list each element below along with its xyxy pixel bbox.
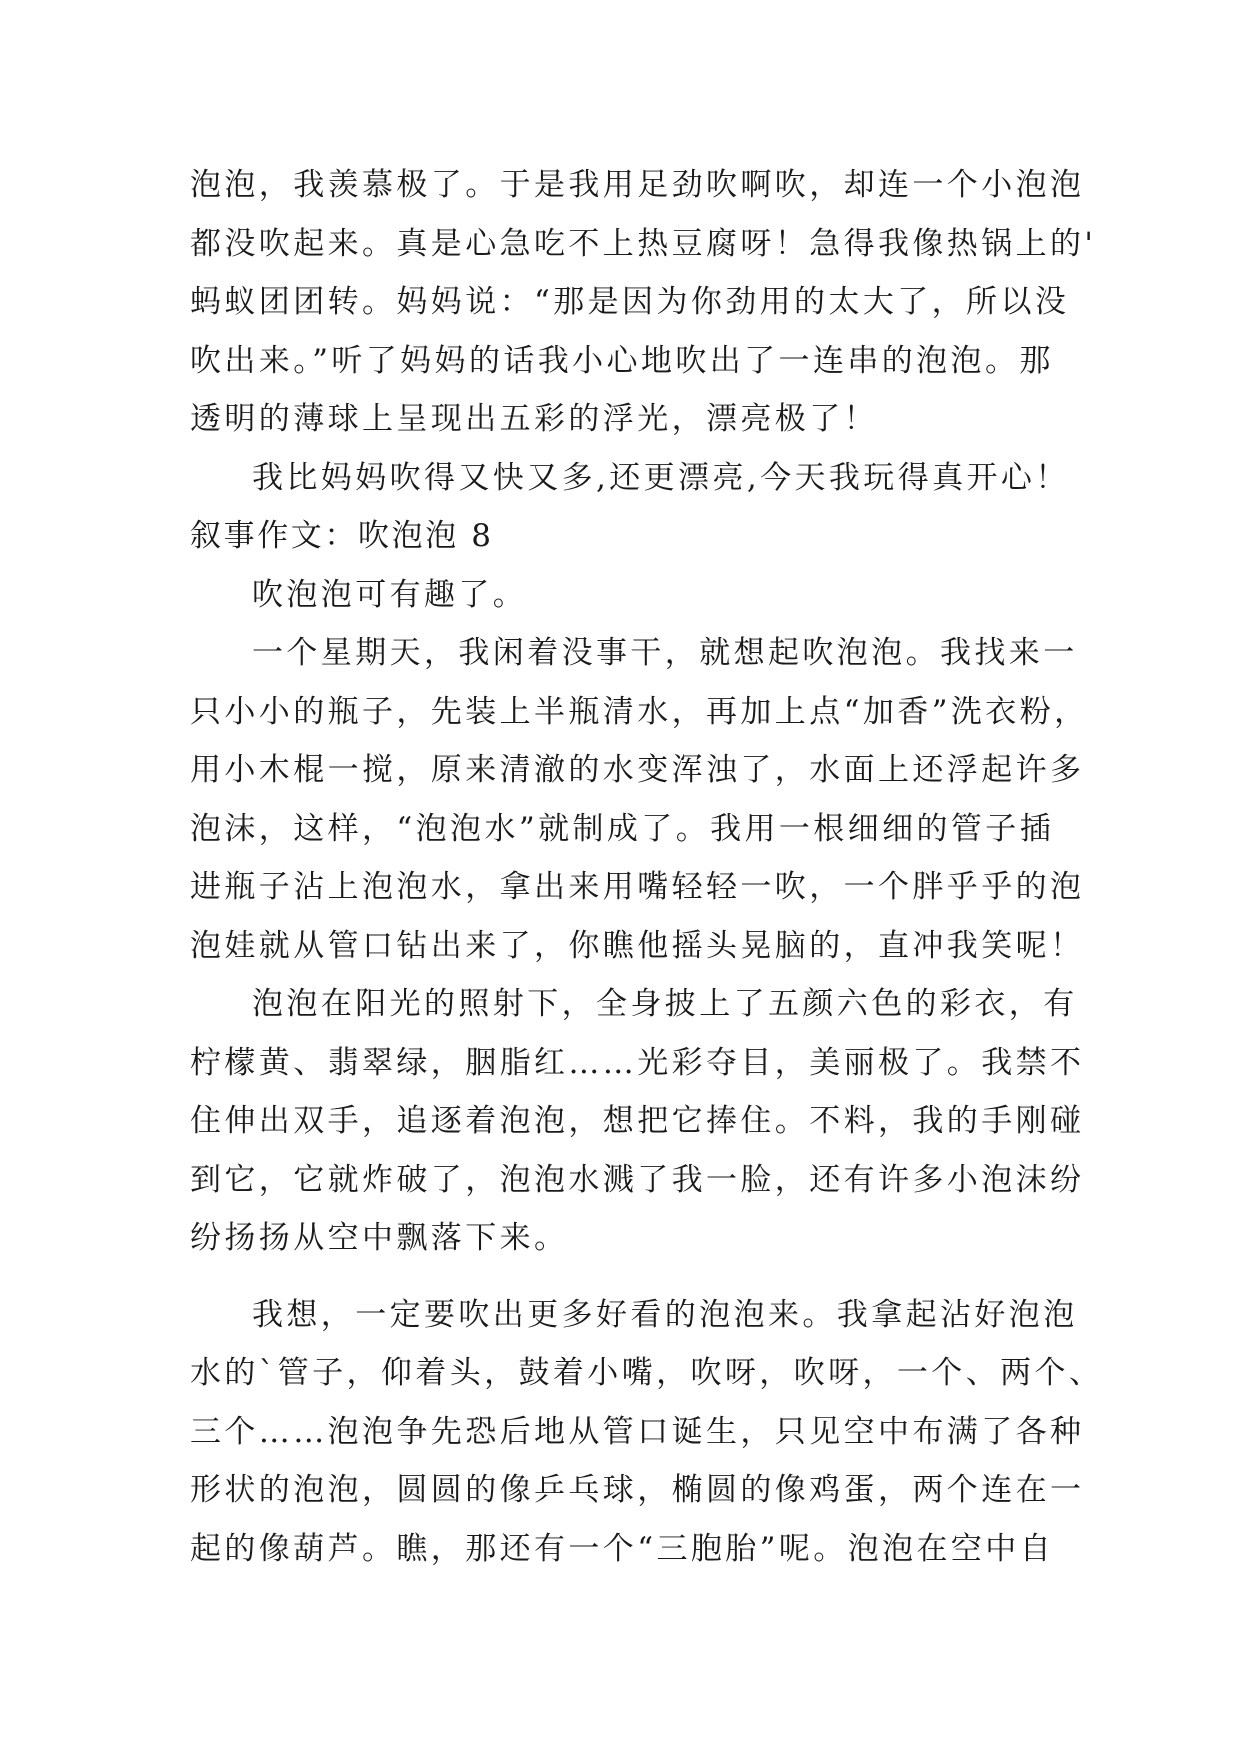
- text-line: 形状的泡泡，圆圆的像乒乓球，椭圆的像鸡蛋，两个连在一: [190, 1472, 1085, 1508]
- text-line: 柠檬黄、翡翠绿，胭脂红……光彩夺目，美丽极了。我禁不: [190, 1044, 1085, 1081]
- paragraph: [190, 1286, 1104, 1579]
- text-line: 吹泡泡可有趣了。: [252, 576, 528, 613]
- section-heading: [190, 507, 1052, 566]
- text-line: 我比妈妈吹得又快又多,还更漂亮,今天我玩得真开心！: [252, 459, 1070, 496]
- text-line: 三个……泡泡争先恐后地从管口诞生，只见空中布满了各种: [190, 1413, 1085, 1450]
- text-line: 一个星期天，我闲着没事干，就想起吹泡泡。我找来一: [252, 635, 1078, 671]
- text-line: 起的像葫芦。瞧，那还有一个“三胞胎”呢。泡泡在空中自: [190, 1530, 1055, 1567]
- text-line: 用小木棍一搅，原来清澈的水变浑浊了，水面上还浮起许多: [190, 752, 1085, 788]
- text-line: 进瓶子沾上泡泡水，拿出来用嘴轻轻一吹，一个胖乎乎的泡: [190, 869, 1085, 905]
- paragraph: [190, 975, 1085, 1268]
- paragraph: [190, 449, 1070, 508]
- paragraph: [190, 156, 1097, 449]
- text-line: 透明的薄球上呈现出五彩的浮光，漂亮极了！: [190, 401, 878, 437]
- text-line: 泡泡，我羡慕极了。于是我用足劲吹啊吹，却连一个小泡泡: [190, 167, 1085, 203]
- paragraph-spacing: [190, 1268, 1052, 1286]
- heading-text: 叙事作文：吹泡泡 8: [190, 518, 494, 554]
- document-page: [190, 156, 1104, 1578]
- text-line: 到它，它就炸破了，泡泡水溅了我一脸，还有许多小泡沫纷: [190, 1161, 1085, 1198]
- text-line: 纷扬扬从空中飘落下来。: [190, 1220, 569, 1256]
- text-line: 蚂蚁团团转。妈妈说：“那是因为你劲用的太大了，所以没: [190, 284, 1070, 320]
- text-line: 只小小的瓶子，先装上半瓶清水，再加上点“加香”洗衣粉，: [190, 693, 1089, 730]
- text-line: 我想，一定要吹出更多好看的泡泡来。我拿起沾好泡泡: [252, 1296, 1078, 1333]
- text-line: 泡沫，这样，“泡泡水”就制成了。我用一根细细的管子插: [190, 810, 1055, 847]
- paragraph: [190, 624, 1089, 975]
- text-line: 泡泡在阳光的照射下，全身披上了五颜六色的彩衣，有: [252, 986, 1078, 1022]
- text-line: 都没吹起来。真是心急吃不上热豆腐呀！急得我像热锅上的': [190, 225, 1097, 262]
- text-line: 泡娃就从管口钻出来了，你瞧他摇头晃脑的，直冲我笑呢！: [190, 927, 1085, 964]
- text-line: 吹出来。”听了妈妈的话我小心地吹出了一连串的泡泡。那: [190, 342, 1054, 379]
- paragraph: [190, 566, 1052, 625]
- text-line: 水的`管子，仰着头，鼓着小嘴，吹呀，吹呀，一个、两个、: [190, 1355, 1104, 1391]
- text-line: 住伸出双手，追逐着泡泡，想把它捧住。不料，我的手刚碰: [190, 1103, 1085, 1139]
